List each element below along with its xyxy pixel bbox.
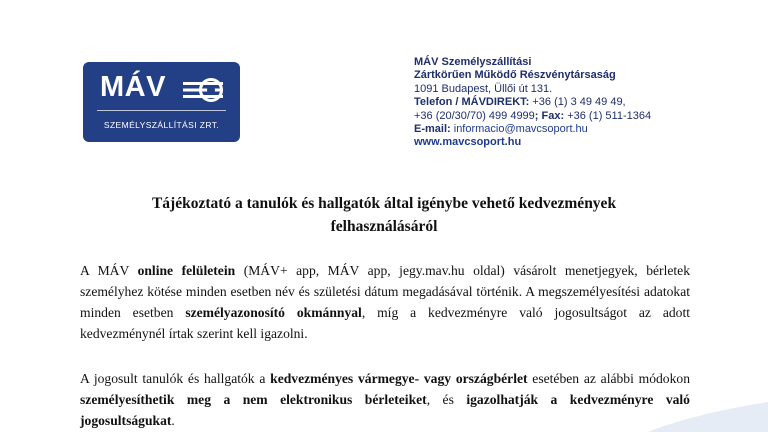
- paragraph-2: [80, 368, 690, 431]
- p1-text-3: , míg a kedvezményre való jogosultságot az adott kedvezménynél írtak szerint kell igazolni.: [80, 305, 690, 341]
- email-label: E-mail:: [414, 123, 451, 136]
- p2-text-4: .: [171, 413, 175, 428]
- phone-fax-line: [414, 110, 651, 123]
- logo-divider: [97, 110, 226, 111]
- p2-text-3: , és: [426, 392, 467, 407]
- document-title: [80, 192, 688, 238]
- p1-text-2: (MÁV+ app, MÁV app, jegy.mav.hu oldal) vásárolt menetjegyek, bérletek személyhez kötése minden esetben név és születési dátum megadásával történik. A megszemélyesítési adatokat minden esetben: [80, 263, 690, 320]
- p1-bold-1: online felületein: [137, 263, 236, 278]
- p2-bold-2: személyesíthetik meg a nem elektronikus bérleteiket: [80, 392, 427, 407]
- logo-wordmark: MÁV: [100, 71, 166, 103]
- title-line-1: Tájékoztató a tanulók és hallgatók által igénybe vehető kedvezmények: [151, 195, 617, 212]
- p2-bold-3: igazolhatják a kedvezményre való jogosultságukat: [80, 392, 690, 428]
- phone-line: [414, 96, 651, 109]
- p2-bold-1: kedvezményes vármegye- vagy országbérlet: [270, 371, 528, 386]
- company-legal-form: Zártkörűen Működő Részvénytársaság: [414, 69, 616, 82]
- mav-logo: [83, 62, 240, 142]
- title-line-2: felhasználásáról: [330, 218, 438, 235]
- p1-bold-2: személyazonosító okmánnyal: [185, 305, 362, 320]
- website-link[interactable]: www.mavcsoport.hu: [414, 136, 522, 149]
- contact-block: [414, 56, 651, 150]
- p2-text-1: A jogosult tanulók és hallgatók a: [80, 371, 271, 386]
- logo-subtitle: SZEMÉLYSZÁLLÍTÁSI ZRT.: [103, 120, 220, 130]
- phone-value: +36 (1) 3 49 49 49,: [529, 96, 626, 109]
- p1-text-1: A MÁV: [80, 263, 138, 278]
- phone-mobile: +36 (20/30/70) 499 4999: [414, 109, 535, 122]
- p2-text-2: esetében az alábbi módokon: [527, 371, 690, 386]
- paragraph-1: [80, 260, 690, 344]
- decorative-wave: [648, 392, 768, 432]
- email-link[interactable]: informacio@mavcsoport.hu: [450, 123, 588, 136]
- fax-label: ; Fax:: [534, 109, 565, 122]
- fax-value: +36 (1) 511-1364: [564, 109, 652, 122]
- rail-emblem-icon: [183, 77, 227, 103]
- phone-label: Telefon / MÁVDIREKT:: [414, 96, 530, 109]
- company-name: MÁV Személyszállítási: [414, 56, 532, 68]
- email-line: [414, 123, 651, 136]
- company-address: 1091 Budapest, Üllői út 131.: [414, 82, 553, 95]
